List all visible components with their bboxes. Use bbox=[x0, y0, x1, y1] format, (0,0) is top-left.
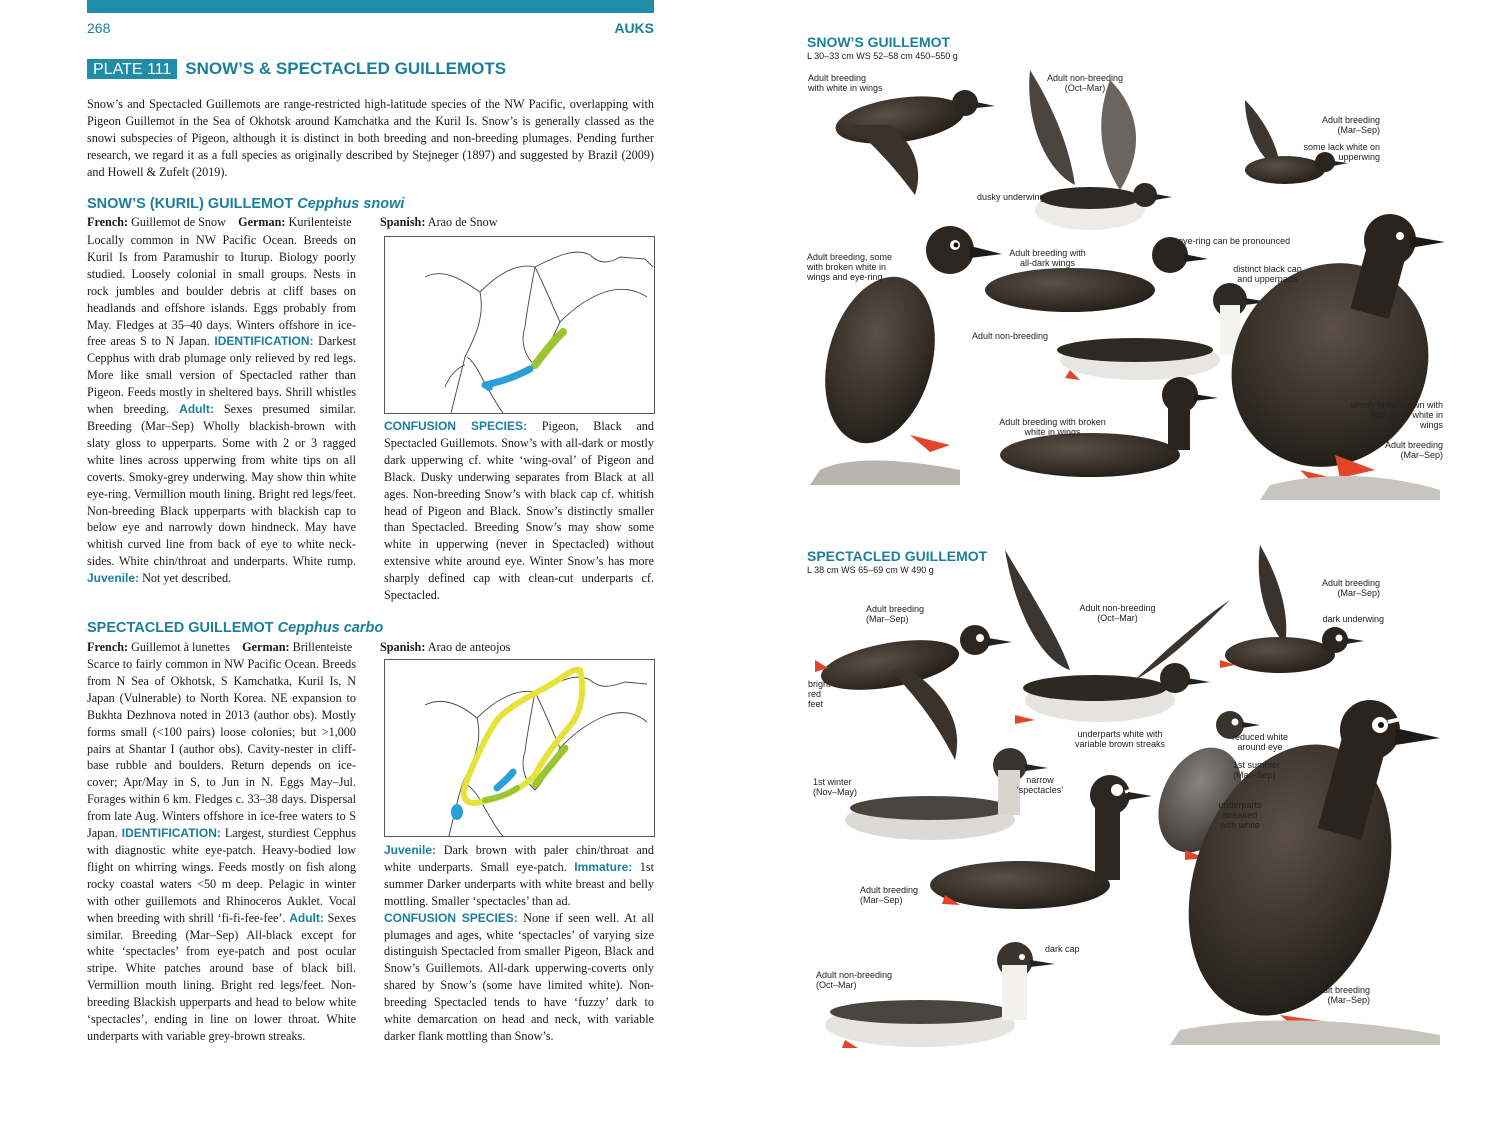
spectacled-text-left bbox=[87, 656, 356, 1045]
caption: narrow ‘spectacles’ bbox=[1016, 775, 1064, 795]
german-name: Kurilenteiste bbox=[288, 215, 352, 229]
french-name: Guillemot de Snow bbox=[131, 215, 226, 229]
caption: Adult non-breeding (Oct–Mar) bbox=[1046, 73, 1124, 93]
spectacled-swimming-breeding bbox=[930, 775, 1152, 909]
german-label: German: bbox=[242, 640, 290, 654]
caption: bright red feet bbox=[808, 679, 831, 709]
french-label: French: bbox=[87, 215, 129, 229]
spectacled-range-map bbox=[384, 659, 655, 837]
snows-common-name: SNOW’S (KURIL) GUILLEMOT bbox=[87, 196, 294, 212]
snows-flying-bird bbox=[833, 89, 995, 195]
german-label: German: bbox=[238, 215, 286, 229]
snows-text-left bbox=[87, 232, 356, 587]
snows-id-text: Darkest Cepphus with drab plumage only relieved by red legs. More like small version of Spectacled rather than Pigeon. Feeds mostly in sheltered bays. Shrill whistles when breeding. bbox=[87, 334, 356, 417]
french-name: Guillemot à lunettes bbox=[131, 640, 230, 654]
spectacled-nonbreeding-flying bbox=[1005, 550, 1230, 724]
spectacled-text-right bbox=[384, 842, 654, 1045]
snows-measurements: L 30–33 cm WS 52–58 cm 450–550 g bbox=[807, 51, 958, 61]
snows-confusion-heading: CONFUSION SPECIES: bbox=[384, 419, 527, 433]
intro-paragraph: Snow’s and Spectacled Guillemots are range-restricted high-latitude species of the NW Pacific, overlapping with Pigeon Guillemot in the Sea of Okhotsk around Kamchatka and the Kuril Is. Snow’s is generally classed as the snowi subspecies of Pigeon, although it is distinct in both breeding and non-breeding plumages. Pending further research, we regard it as a full species as originally described by Stejneger (1897) and suggested by Brazil (2009) and Howell & Zufelt (2019). bbox=[87, 97, 654, 179]
spectacled-adult-heading: Adult: bbox=[289, 910, 324, 925]
plate-label: PLATE 111 bbox=[87, 59, 177, 79]
snows-spanish bbox=[380, 215, 498, 230]
snows-juvenile-heading: Juvenile: bbox=[87, 571, 140, 586]
section-title: AUKS bbox=[614, 20, 654, 36]
spectacled-measurements: L 38 cm WS 65–69 cm W 490 g bbox=[807, 565, 934, 575]
caption: underparts white with variable brown streaks bbox=[1074, 729, 1166, 749]
french-label: French: bbox=[87, 640, 129, 654]
spectacled-juvenile-text: Dark brown with paler chin/throat and white underparts. Small eye-patch. bbox=[384, 843, 654, 874]
spectacled-confusion-heading: CONFUSION SPECIES: bbox=[384, 910, 518, 925]
spectacled-adult-text: Sexes similar. Breeding (Mar–Sep) All-black except for white ‘spectacles’ from eye-patch and post ocular stripe. White patches around base of black bill. Vermillion mouth lining. Bright red legs/feet. Non-breeding Blackish upperparts and head to below white ‘spectacles’, ending in line on lower throat. White underparts with variable grey-brown streaks. bbox=[87, 910, 357, 1043]
plate-header bbox=[87, 59, 506, 79]
caption: underparts streaked with white bbox=[1218, 800, 1262, 830]
caption: wholly slate-brown with little or no white in wings bbox=[1350, 400, 1443, 430]
snows-confusion-text: Pigeon, Black and Spectacled Guillemots. Snow’s with all-dark or mostly dark upperwing cf. white ‘wing-oval’ of Pigeon and Black. Dusky underwing separates from Black at all ages. Non-breeding Snow’s with black cap cf. whitish head of Pigeon and Black. Snow’s distinctly smaller than Spectacled. Breeding Snow’s may show some white in upperwing (never in Spectacled) without extensive white around eye. Winter Snow’s has more sharply defined cap with clean-cut underparts cf. Spectacled. bbox=[384, 419, 654, 603]
caption: eye-ring can be pronounced bbox=[1178, 236, 1291, 246]
snows-adult-text: Sexes presumed similar. Breeding (Mar–Sep) Wholly blackish-brown with slaty gloss to upperparts. Some with 2 or 3 ragged white lines across upperwing from white tips on all coverts. Smoky-grey underwing. May show thin white eye-ring. Vermillion mouth lining. Bright red legs/feet. Non-breeding Black upperparts with blackish cap to below eye and narrowly down hindneck. May have whitish curved line from back of eye to white neck-sides. White chin/throat and underparts. White rump. bbox=[87, 402, 356, 569]
snows-scientific-name: Cepphus snowi bbox=[297, 196, 405, 212]
spectacled-immature-heading: Immature: bbox=[574, 859, 633, 874]
spanish-label: Spanish: bbox=[380, 640, 426, 654]
spectacled-juvenile-heading: Juvenile: bbox=[384, 843, 437, 857]
snows-plate-title: SNOW’S GUILLEMOT bbox=[807, 34, 951, 50]
caption: dusky underwing bbox=[977, 192, 1045, 202]
caption: Adult breeding with white in wings bbox=[808, 73, 883, 93]
caption: distinct black cap and upperparts bbox=[1233, 264, 1302, 284]
snows-heading bbox=[87, 196, 404, 212]
caption: some lack white on upperwing bbox=[1303, 142, 1380, 162]
spectacled-flying-bird-left bbox=[815, 625, 1012, 760]
caption: Adult breeding (Mar–Sep) bbox=[866, 604, 925, 624]
page-number: 268 bbox=[87, 20, 111, 36]
spectacled-scientific-name: Cepphus carbo bbox=[277, 620, 384, 636]
caption: Adult breeding (Mar–Sep) bbox=[1384, 440, 1443, 460]
caption: Adult breeding (Mar–Sep) bbox=[1311, 985, 1370, 1005]
spanish-name: Arao de anteojos bbox=[427, 640, 511, 654]
plate-title: SNOW’S & SPECTACLED GUILLEMOTS bbox=[185, 59, 507, 78]
caption: 1st summer (Mar–Sep) bbox=[1233, 760, 1281, 780]
caption: Adult breeding (Mar–Sep) bbox=[860, 885, 919, 905]
caption: 1st winter (Nov–May) bbox=[813, 777, 858, 797]
snows-names bbox=[87, 215, 352, 230]
caption: dark cap bbox=[1045, 944, 1080, 954]
spectacled-spanish bbox=[380, 640, 510, 655]
snows-range-map bbox=[384, 236, 655, 414]
snows-id-heading: IDENTIFICATION: bbox=[214, 334, 314, 349]
snows-nonbreeding-flying-bird bbox=[1029, 70, 1172, 230]
spectacled-id-text: Largest, sturdiest Cepphus with diagnostic white eye-patch. Heavy-bodied low flight on whirring wings. Feeds mostly on fish along rocky coastal waters <50 m deep. Pelagic in winter with other guillemots and Rhinoceros Auklet. Vocal when breeding with shrill ‘fi-fi-fee-fee’. bbox=[87, 826, 357, 925]
spectacled-plate-title: SPECTACLED GUILLEMOT bbox=[807, 548, 988, 564]
spanish-name: Arao de Snow bbox=[427, 215, 498, 229]
spectacled-immature-text: 1st summer Darker underparts with white breast and belly mottling. Smaller ‘spectacles’ than ad. bbox=[384, 859, 654, 908]
snows-juvenile-text: Not yet described. bbox=[142, 571, 232, 586]
spectacled-heading bbox=[87, 620, 383, 636]
spectacled-flying-bird-right bbox=[1220, 545, 1364, 673]
spectacled-nonbreeding-swimming bbox=[825, 942, 1055, 1048]
snows-map-graphic bbox=[385, 237, 654, 413]
caption: dark underwing bbox=[1322, 614, 1384, 624]
spectacled-map-graphic bbox=[385, 660, 654, 836]
caption: Adult non-breeding (Oct–Mar) bbox=[816, 970, 893, 990]
spectacled-names bbox=[87, 640, 352, 655]
caption: Adult non-breeding bbox=[972, 331, 1049, 341]
caption: Adult breeding (Mar–Sep) bbox=[1321, 115, 1380, 135]
spectacled-status: Scarce to fairly common in NW Pacific Ocean. Breeds from N Sea of Okhotsk, S Kamchatka, Kuril Is, N Japan (Vulnerable) to North Korea. NE expansion to Bukhta Dezhnova noted in 2013 (author obs). Mostly forms small (<100 pairs) loose colonies; but >1,000 pairs at Shantar I (author obs). Cavity-nester in cliff-base rubble and boulders. Return depends on ice-cover; Apr/May in S, to Jun in N. Eggs May–Jul. Forages within 6 km. Fledges c. 33–38 days. Dispersal from late Aug. Winters offshore in ice-free waters to S Japan. bbox=[87, 657, 356, 841]
caption: reduced white around eye bbox=[1231, 732, 1289, 752]
spectacled-common-name: SPECTACLED GUILLEMOT bbox=[87, 620, 274, 636]
top-color-bar bbox=[87, 0, 654, 13]
snows-status: Locally common in NW Pacific Ocean. Breeds on Kuril Is from Paramushir to Iturup. Biology poorly studied. Loosely colonial in small groups. Nests in rock jumbles and boulder debris at cliff bases on headlands and offshore islands. Eggs probably from May. Fledges at 35–40 days. Winters offshore in ice-free areas S to N Japan. bbox=[87, 233, 356, 349]
caption: Adult breeding (Mar–Sep) bbox=[1321, 578, 1380, 598]
snows-standing-bird-large bbox=[1192, 214, 1468, 506]
caption: Adult breeding with all-dark wings bbox=[1009, 248, 1086, 268]
spanish-label: Spanish: bbox=[380, 215, 426, 229]
spectacled-id-heading: IDENTIFICATION: bbox=[121, 826, 221, 841]
german-name: Brillenteiste bbox=[292, 640, 353, 654]
snows-confusion bbox=[384, 418, 654, 604]
caption: Adult breeding with broken white in wings bbox=[999, 417, 1106, 437]
snows-adult-heading: Adult: bbox=[179, 402, 214, 417]
caption: Adult breeding, some with broken white in wings and eye-ring bbox=[807, 252, 893, 282]
spectacled-confusion-text: None if seen well. At all plumages and ages, white ‘spectacles’ of varying size distinguish Spectacled from smaller Pigeon, Black and Snow’s Guillemots. All-dark upperwing-coverts only shared by Snow’s (some have limited white). Non-breeding Spectacled tends to have ‘fuzzy’ dark to white demarcation on head and neck, with variable darker flank mottling than Snow’s. bbox=[384, 910, 654, 1043]
caption: Adult non-breeding (Oct–Mar) bbox=[1079, 603, 1156, 623]
